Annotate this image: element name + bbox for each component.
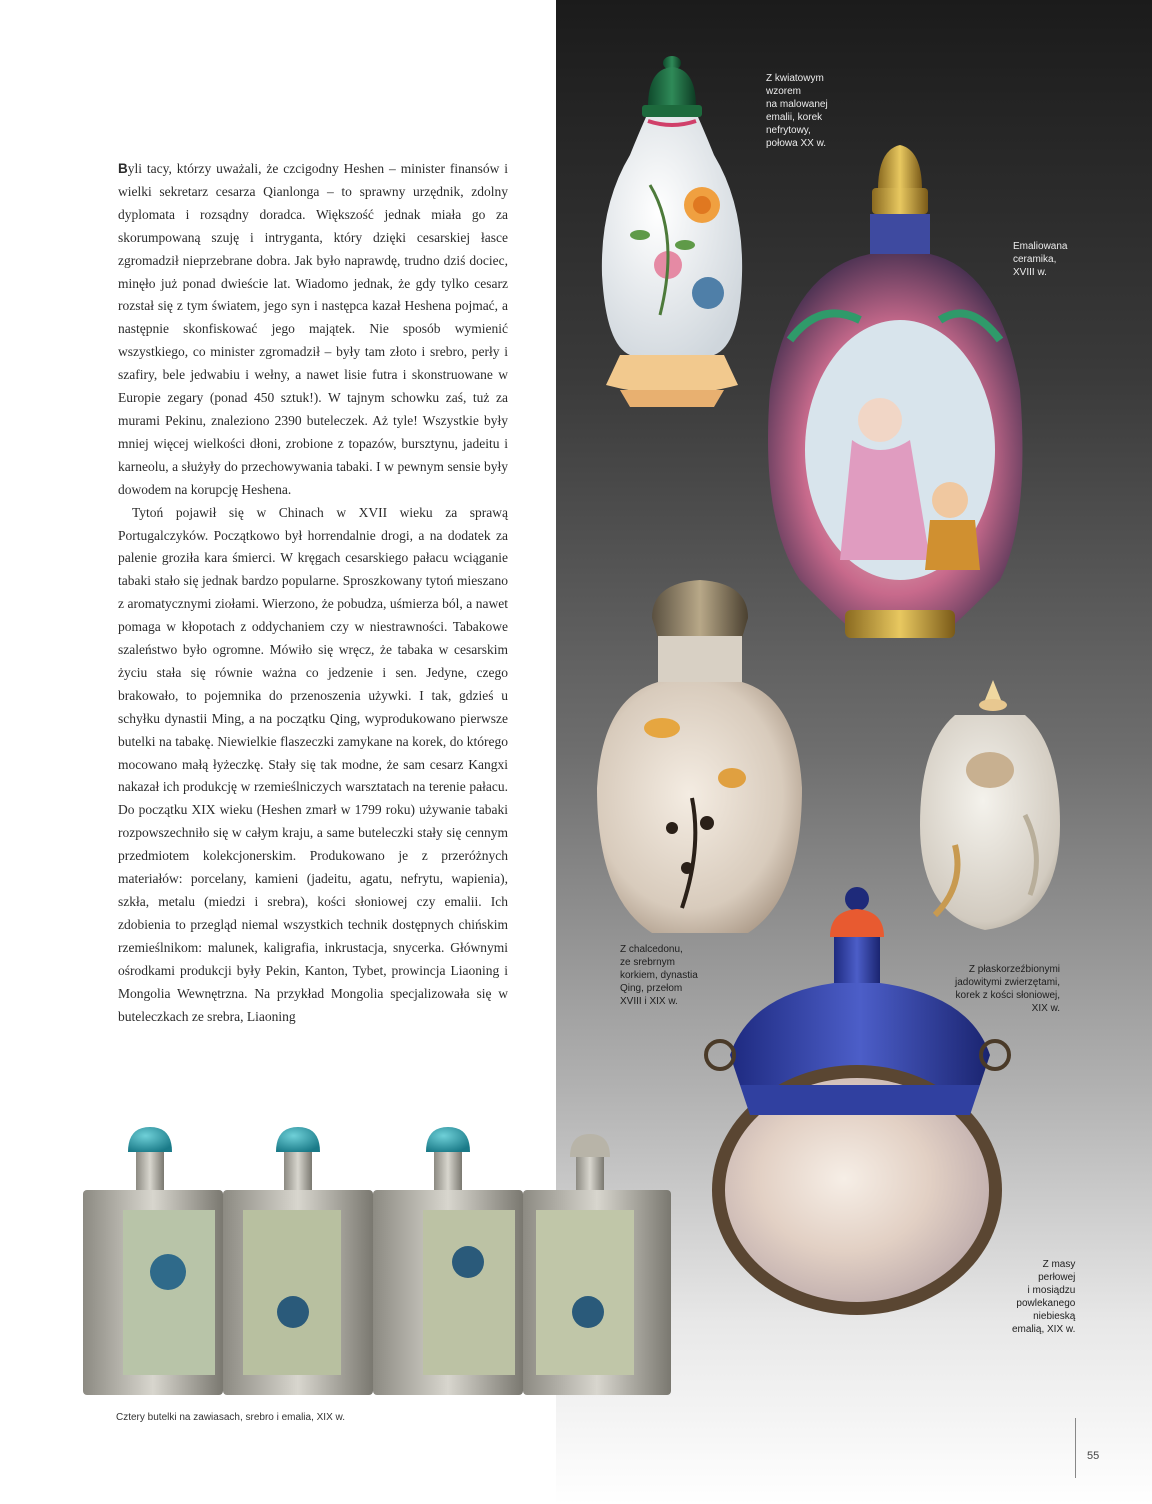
- caption-chalcedony-bottle: [620, 943, 698, 1008]
- hinged-bottle-3: [373, 1127, 523, 1395]
- caption-line: jadowitymi zwierzętami,: [955, 977, 1061, 988]
- caption-line: Z kwiatowym: [766, 73, 824, 84]
- caption-line: Z płaskorzeźbionymi: [968, 964, 1061, 975]
- paragraph-1-text: yli tacy, którzy uważali, że czcigodny Heshen – minister finansów i wielki sekretarz cesarza Qianlonga – to sprawny urzędnik, zdolny dyplomata i rozsądny doradca. Większość jednak miała go za skorumpowaną szuję i intryganta, który dzięki cesarskiej łasce zgromadził nieprzebrane dobra. Jak było naprawdę, trudno dziś dociec, minęło już ponad dwieście lat. Wiadomo jednak, że gdy tylko cesarz rozstał się z tym światem, jego syn i następca kazał Heshena pojmać, a następnie skonfiskować jego majątek. Nie sposób wymienić wszystkiego, co minister zgromadził – były tam złoto i srebro, perły i szafiry, bele jedwabiu i wełny, a nawet lisie futra i skonstruowane w Europie zegary (ponad 450 sztuk!). W tajnym schowku zaś, tuż za murami Pekinu, znaleziono 2390 buteleczek. Aż tyle! Wszystkie były mniej więcej wielkości dłoni, zrobione z topazów, bursztynu, jadeitu i karneolu, a służyły do przechowywania tabaki. I w pewnym sensie były dowodem na korupcję Heshena.: [118, 161, 508, 497]
- caption-line: wzorem: [766, 86, 802, 97]
- caption-line: emalii, korek: [766, 112, 823, 123]
- page-number-rule: [1075, 1418, 1076, 1478]
- caption-line: i mosiądzu: [1027, 1285, 1076, 1296]
- hinged-bottle-4: [523, 1134, 671, 1395]
- caption-line: korek z kości słoniowej,: [955, 990, 1061, 1001]
- caption-line: Emaliowana: [1013, 241, 1068, 252]
- caption-floral-bottle: [766, 72, 828, 150]
- article-body: [118, 158, 508, 1028]
- caption-line: XVIII w.: [1013, 267, 1047, 278]
- caption-line: emalią, XIX w.: [1012, 1324, 1076, 1335]
- caption-line: korkiem, dynastia: [620, 970, 698, 981]
- page-number: 55: [1087, 1450, 1100, 1462]
- caption-pearl-bottle: [1012, 1258, 1075, 1336]
- caption-line: powlekanego: [1016, 1298, 1076, 1309]
- drop-cap: B: [118, 161, 128, 176]
- hinged-bottle-1: [83, 1127, 223, 1395]
- caption-line: połowa XX w.: [766, 138, 827, 149]
- caption-line: ceramika,: [1013, 254, 1057, 265]
- caption-line: nefrytowy,: [766, 125, 811, 136]
- paragraph-2: Tytoń pojawił się w Chinach w XVII wieku za sprawą Portugalczyków. Początkowo był horrendalnie drogi, a na dodatek za palenie groziła kara śmierci. W kręgach cesarskiego pałacu wciąganie tabaki stało się jednak bardzo popularne. Sproszkowany tytoń mieszano z aromatycznymi ziołami. Wierzono, że pobudza, uśmierza ból, a nawet pomaga w kłopotach z oddychaniem czy w niestrawności. Tabakowe szaleństwo było ogromne. Mówiło się wręcz, że tabaka w cesarskim życiu stała się równie ważna co jedzenie i sen. Jedyne, czego brakowało, to pojemnika do przenoszenia używki. I tak, gdzieś u schyłku dynastii Ming, a na początku Qing, wyprodukowano pierwsze butelki na tabakę. Niewielkie flaszeczki zamykane na korek, do którego mocowano małą łyżeczkę. Stały się tak modne, że sam cesarz Kangxi nakazał ich produkcję w rzemieślniczych warsztatach na terenie pałacu. Do początku XIX wieku (Heshen zmarł w 1799 roku) używanie tabaki rozpowszechniło się w całym kraju, a same buteleczki stały się cennym przedmiotem kolekcjonerskim. Produkowano je z przeróżnych materiałów: porcelany, kamieni (jadeitu, agatu, nefrytu, wapienia), szkła, metalu (miedzi i srebra), kości słoniowej czy emalii. Ich zdobienia to przegląd niemal wszystkich technik dostępnych chińskim rzemieślnikom: malunek, kaligrafia, inkrustacja, snycerka. Głównymi ośrodkami produkcji były Pekin, Kanton, Tybet, prowincja Liaoning i Mongolia Wewnętrzna. Na przykład Mongolia specjalizowała się w buteleczkach ze srebra, Liaoning: [118, 504, 508, 1024]
- caption-line: XIX w.: [1031, 1003, 1061, 1014]
- paragraph-1: [118, 158, 508, 502]
- caption-line: Z chalcedonu,: [620, 944, 683, 955]
- caption-line: perłowej: [1038, 1272, 1076, 1283]
- enamel-ceramic-bottle-illustration: [760, 140, 1030, 645]
- four-hinged-bottles-illustration: [78, 1112, 676, 1397]
- caption-line: Z masy: [1042, 1259, 1076, 1270]
- caption-line: Qing, przełom: [620, 983, 683, 994]
- caption-line: na malowanej: [766, 99, 828, 110]
- caption-hinged-bottles: Cztery butelki na zawiasach, srebro i emalia, XIX w.: [116, 1412, 345, 1423]
- hinged-bottle-2: [223, 1127, 373, 1395]
- floral-enamel-bottle-illustration: [590, 55, 755, 415]
- caption-line: niebieską: [1033, 1311, 1076, 1322]
- caption-line: XVIII i XIX w.: [620, 996, 678, 1007]
- caption-ceramic-bottle: [1013, 240, 1067, 279]
- caption-line: ze srebrnym: [620, 957, 676, 968]
- mother-of-pearl-bottle-illustration: [690, 885, 1025, 1325]
